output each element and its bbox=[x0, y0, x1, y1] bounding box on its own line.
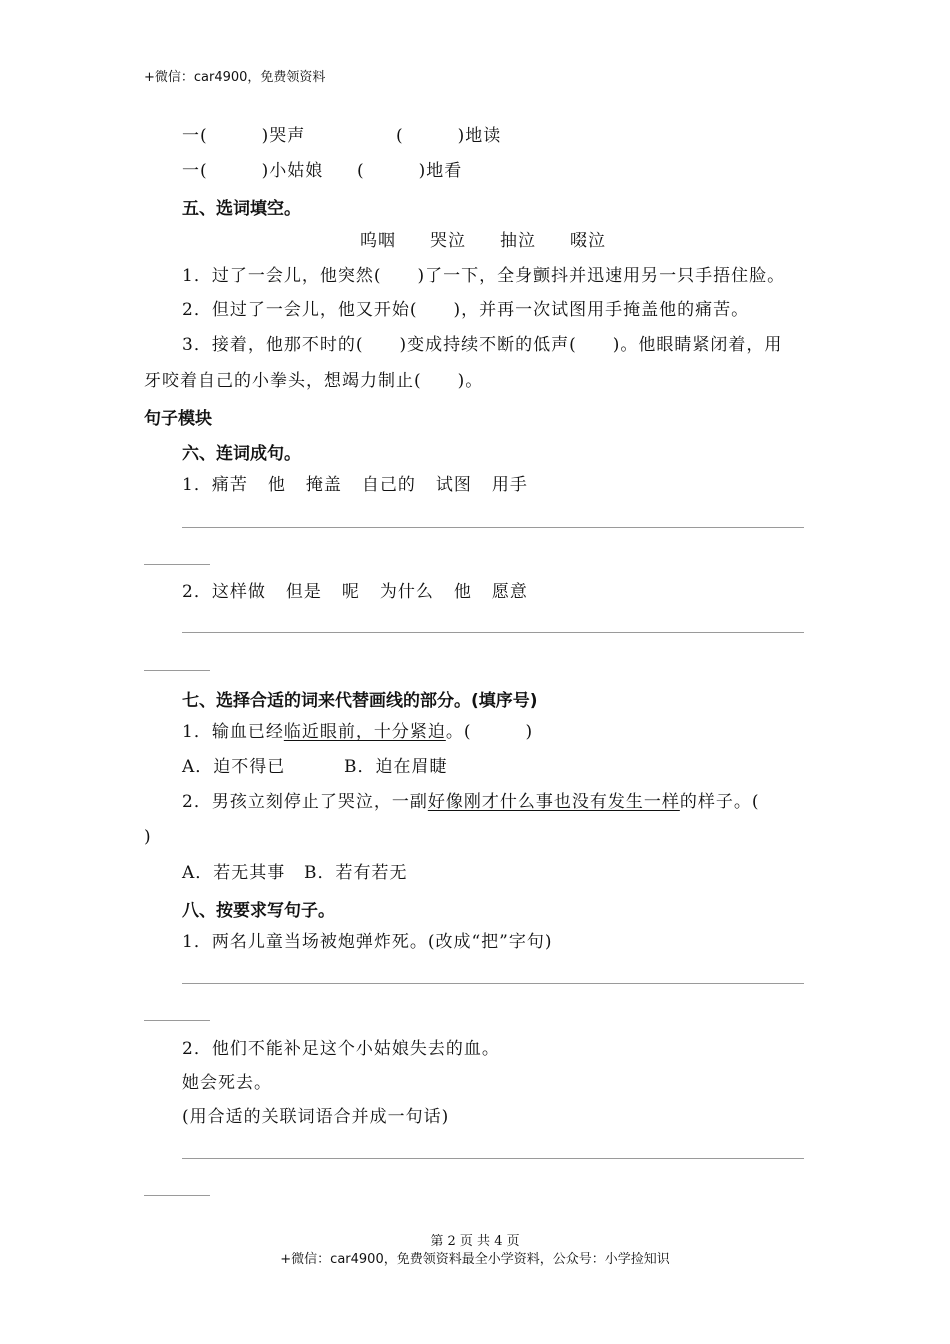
question-5-3: 3．接着，他那不时的( )变成持续不断的低声( )。他眼睛紧闭着，用 bbox=[182, 335, 783, 355]
option-7-2-a: A．若无其事 bbox=[182, 863, 286, 883]
fill-blank-look: ( )地看 bbox=[357, 161, 463, 181]
section-6-title: 六、连词成句。 bbox=[182, 444, 301, 464]
word-chip: 呢 bbox=[341, 582, 360, 602]
header-watermark: +微信：car4900，免费领资料 bbox=[144, 70, 326, 85]
page-number: 第 2 页 共 4 页 bbox=[430, 1234, 520, 1249]
question-7-1 bbox=[182, 720, 533, 744]
word-option: 呜咽 bbox=[360, 231, 396, 251]
option-7-1-a: A．迫不得已 bbox=[182, 757, 286, 777]
answer-line-tail[interactable] bbox=[144, 670, 210, 671]
section-8-title: 八、按要求写句子。 bbox=[182, 901, 335, 921]
section-5-title: 五、选词填空。 bbox=[182, 199, 301, 219]
question-8-2-line-1: 2．他们不能补足这个小姑娘失去的血。 bbox=[182, 1039, 500, 1059]
question-6-1-words bbox=[182, 473, 548, 497]
answer-line-tail[interactable] bbox=[144, 1020, 210, 1021]
question-8-2-instruction: (用合适的关联词语合并成一句话) bbox=[182, 1107, 450, 1127]
question-8-1: 1．两名儿童当场被炮弹炸死。(改成“把”字句) bbox=[182, 932, 553, 952]
question-7-2 bbox=[182, 790, 759, 814]
word-chip: 自己的 bbox=[361, 475, 416, 495]
fill-blank-crying-sound: 一( )哭声 bbox=[182, 126, 306, 146]
underlined-phrase: 临近眼前，十分紧迫 bbox=[283, 722, 446, 742]
word-chip: 掩盖 bbox=[305, 475, 342, 495]
answer-line-tail[interactable] bbox=[144, 1195, 210, 1196]
word-option: 啜泣 bbox=[570, 231, 606, 251]
answer-line[interactable] bbox=[182, 527, 804, 528]
question-5-3-continued: 牙咬着自己的小拳头，想竭力制止( )。 bbox=[144, 371, 484, 391]
word-chip: 他 bbox=[453, 582, 472, 602]
option-7-2-b: B．若有若无 bbox=[304, 863, 408, 883]
fill-blank-read: ( )地读 bbox=[396, 126, 502, 146]
answer-line-tail[interactable] bbox=[144, 564, 210, 565]
question-8-2-line-2: 她会死去。 bbox=[182, 1073, 272, 1093]
question-7-2-prefix: 2．男孩立刻停止了哭泣，一副 bbox=[182, 792, 428, 812]
word-chip: 但是 bbox=[285, 582, 322, 602]
word-option: 哭泣 bbox=[430, 231, 466, 251]
section-7-title: 七、选择合适的词来代替画线的部分。(填序号) bbox=[182, 691, 538, 711]
word-option: 抽泣 bbox=[500, 231, 536, 251]
question-7-2-close-paren: ) bbox=[144, 827, 152, 847]
answer-line[interactable] bbox=[182, 983, 804, 984]
question-5-1: 1．过了一会儿，他突然( )了一下，全身颤抖并迅速用另一只手捂住脸。 bbox=[182, 266, 786, 286]
word-chip: 为什么 bbox=[379, 582, 434, 602]
answer-line[interactable] bbox=[182, 632, 804, 633]
word-chip: 试图 bbox=[435, 475, 472, 495]
footer-watermark: +微信：car4900，免费领资料最全小学资料，公众号：小学捡知识 bbox=[280, 1252, 670, 1267]
question-7-1-prefix: 1．输血已经 bbox=[182, 722, 284, 742]
question-7-2-suffix: 的样子。( bbox=[679, 792, 760, 812]
word-options bbox=[360, 229, 640, 253]
question-6-2-words bbox=[182, 580, 548, 604]
question-7-1-suffix: 。( ) bbox=[445, 722, 534, 742]
word-chip: 1．痛苦 bbox=[182, 475, 248, 495]
word-chip: 2．这样做 bbox=[182, 582, 266, 602]
word-chip: 他 bbox=[267, 475, 286, 495]
module-title: 句子模块 bbox=[144, 409, 212, 429]
word-chip: 用手 bbox=[491, 475, 528, 495]
question-5-2: 2．但过了一会儿，他又开始( )，并再一次试图用手掩盖他的痛苦。 bbox=[182, 300, 750, 320]
option-7-1-b: B．迫在眉睫 bbox=[344, 757, 448, 777]
fill-blank-little-girl: 一( )小姑娘 bbox=[182, 161, 324, 181]
underlined-phrase: 好像刚才什么事也没有发生一样 bbox=[427, 792, 680, 812]
word-chip: 愿意 bbox=[491, 582, 528, 602]
answer-line[interactable] bbox=[182, 1158, 804, 1159]
